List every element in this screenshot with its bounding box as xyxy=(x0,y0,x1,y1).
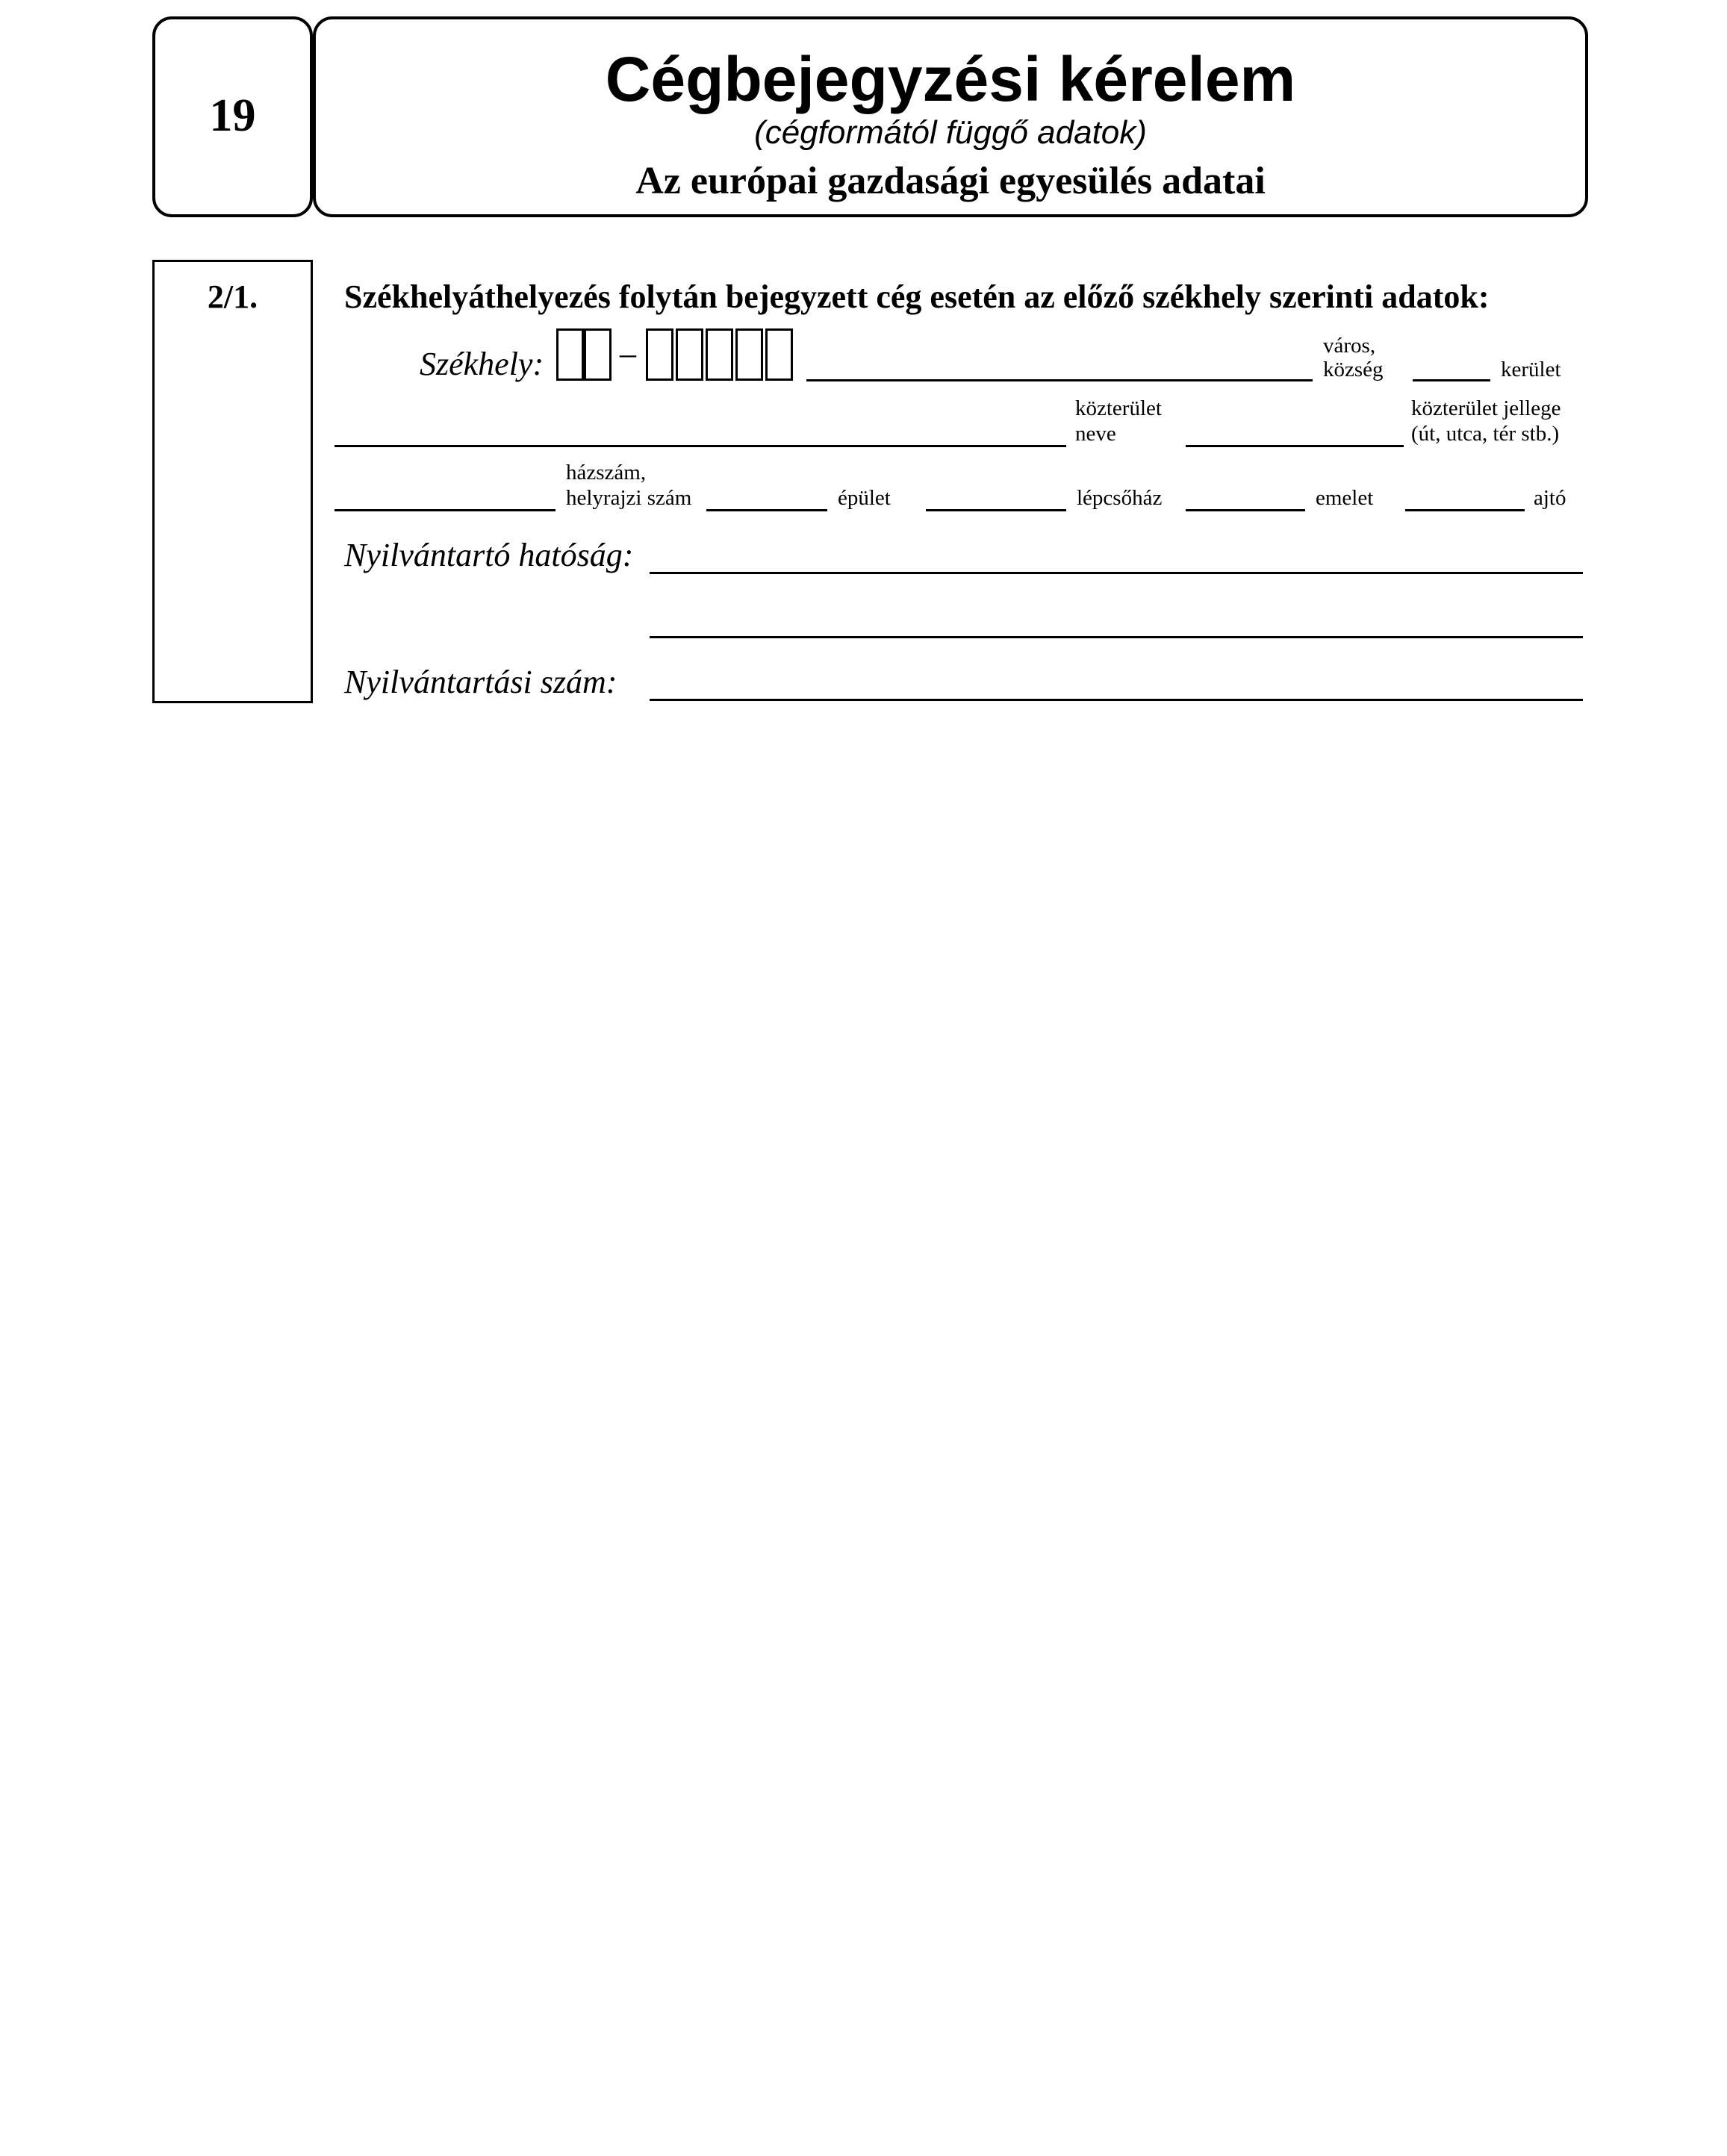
staircase-label: lépcsőház xyxy=(1077,486,1163,510)
page-title: Cégbejegyzési kérelem xyxy=(605,44,1296,114)
postal-code-dash: – xyxy=(620,335,636,372)
city-label-line1: város, xyxy=(1323,334,1376,358)
building-label: épület xyxy=(838,486,891,510)
street-type-field[interactable] xyxy=(1186,445,1404,447)
district-field[interactable] xyxy=(1413,379,1490,381)
registry-number-label: Nyilvántartási szám: xyxy=(344,664,617,700)
postal-code-cell[interactable] xyxy=(735,328,763,381)
postal-code-cell[interactable] xyxy=(676,328,703,381)
door-field[interactable] xyxy=(1405,509,1525,511)
seat-label: Székhely: xyxy=(420,346,544,382)
registry-authority-label: Nyilvántartó hatóság: xyxy=(344,537,634,573)
registry-authority-field-line2[interactable] xyxy=(650,636,1583,638)
street-name-field[interactable] xyxy=(334,445,1066,447)
door-label: ajtó xyxy=(1534,486,1566,510)
street-name-label-line2: neve xyxy=(1075,422,1116,446)
street-type-label-line2: (út, utca, tér stb.) xyxy=(1411,422,1560,446)
page-subtitle: (cégformától függő adatok) xyxy=(754,114,1147,151)
section-title: Székhelyáthelyezés folytán bejegyzett cég esetén az előző székhely szerinti adatok: xyxy=(344,278,1490,315)
house-number-field[interactable] xyxy=(334,509,556,511)
form-number: 19 xyxy=(209,90,256,141)
city-field[interactable] xyxy=(806,379,1313,381)
form-heading: Az európai gazdasági egyesülés adatai xyxy=(635,160,1266,202)
section-number: 2/1. xyxy=(207,278,258,315)
house-number-label-line2: helyrajzi szám xyxy=(566,486,692,510)
postal-code-cell[interactable] xyxy=(584,328,612,381)
section-number-box xyxy=(152,260,313,703)
postal-code-cell[interactable] xyxy=(646,328,673,381)
postal-code-cell[interactable] xyxy=(706,328,733,381)
staircase-field[interactable] xyxy=(926,509,1066,511)
city-label-line2: község xyxy=(1323,358,1384,381)
street-name-label-line1: közterület xyxy=(1075,396,1162,420)
floor-field[interactable] xyxy=(1186,509,1305,511)
postal-code-cell[interactable] xyxy=(765,328,793,381)
floor-label: emelet xyxy=(1316,486,1374,510)
street-type-label-line1: közterület jellege xyxy=(1411,396,1561,420)
registry-number-field[interactable] xyxy=(650,699,1583,701)
registry-authority-field[interactable] xyxy=(650,572,1583,574)
building-field[interactable] xyxy=(706,509,827,511)
district-label: kerület xyxy=(1501,358,1561,381)
house-number-label-line1: házszám, xyxy=(566,461,647,485)
postal-code-cell[interactable] xyxy=(556,328,584,381)
